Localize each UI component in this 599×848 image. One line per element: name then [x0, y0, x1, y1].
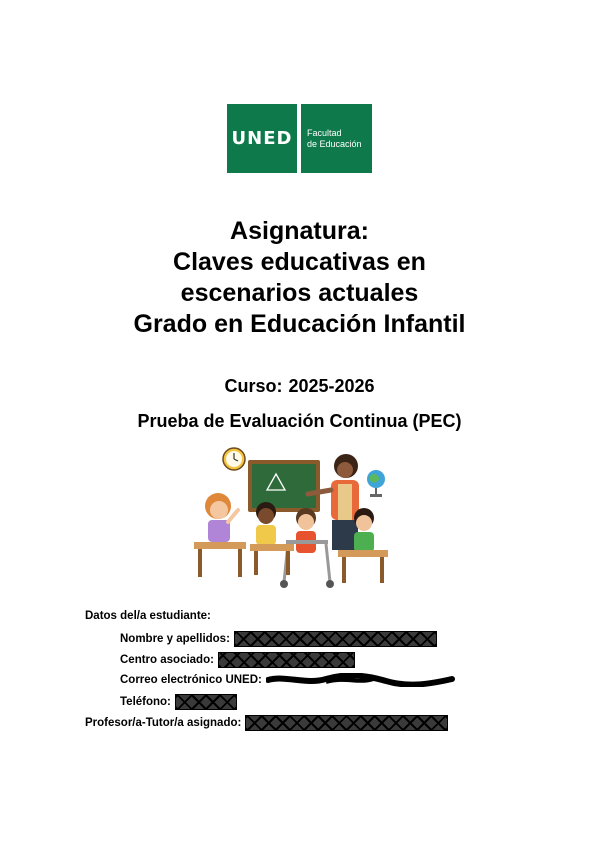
name-redacted — [234, 631, 437, 647]
tutor-redacted — [245, 715, 448, 731]
phone-redacted — [175, 694, 237, 710]
title-line-4: Grado en Educación Infantil — [133, 310, 466, 338]
title-line-2: Claves educativas en — [173, 248, 426, 276]
logo-brand-text: UNED — [231, 128, 293, 149]
student-header-row — [85, 610, 211, 622]
pec-heading: Prueba de Evaluación Continua (PEC) — [137, 411, 462, 431]
name-row — [120, 631, 437, 647]
tutor-row — [85, 715, 448, 731]
title-line-3: escenarios actuales — [180, 279, 419, 307]
student-header: Datos del/a estudiante: — [85, 610, 211, 622]
course-value: 2025-2026 — [288, 376, 375, 396]
email-row — [120, 673, 456, 687]
logo-faculty-line1: Facultad — [307, 127, 342, 138]
course-label: Curso: — [224, 376, 283, 396]
center-label: Centro asociado: — [120, 654, 214, 666]
center-redacted — [218, 652, 355, 668]
email-scribble — [266, 673, 456, 687]
center-row — [120, 652, 355, 668]
title-line-1: Asignatura: — [230, 217, 369, 245]
phone-row — [120, 694, 237, 710]
email-label: Correo electrónico UNED: — [120, 674, 262, 686]
tutor-label: Profesor/a-Tutor/a asignado: — [85, 717, 242, 729]
logo-faculty-line2: de Educación — [307, 138, 362, 149]
name-label: Nombre y apellidos: — [120, 633, 230, 645]
phone-label: Teléfono: — [120, 696, 171, 708]
